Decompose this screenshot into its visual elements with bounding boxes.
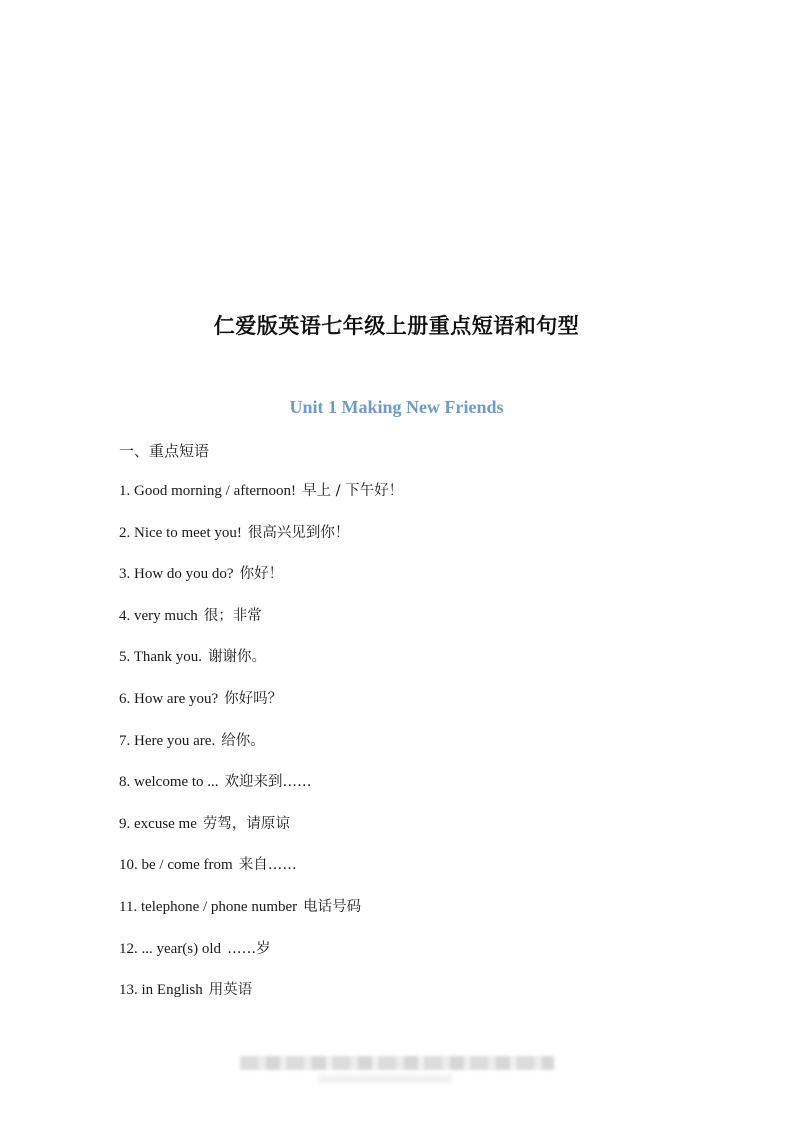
document-title: 仁爱版英语七年级上册重点短语和句型: [213, 314, 580, 338]
phrase-english: 6. How are you?: [119, 690, 219, 707]
phrase-chinese: 谢谢你。: [208, 649, 267, 666]
blurred-footer-watermark-line: [318, 1075, 452, 1083]
phrase-english: 8. welcome to ...: [119, 774, 219, 791]
phrase-chinese: 给你。: [221, 732, 265, 749]
phrase-item: [119, 647, 403, 689]
phrase-chinese: 电话号码: [303, 898, 362, 915]
phrase-chinese: 劳驾，请原谅: [202, 815, 290, 832]
phrase-item: [119, 897, 403, 939]
phrase-english: 9. excuse me: [119, 815, 197, 832]
phrase-item: [119, 772, 403, 814]
phrase-chinese: 用英语: [208, 982, 253, 999]
blurred-footer-watermark: [240, 1056, 554, 1070]
phrase-chinese: 欢迎来到……: [224, 774, 312, 791]
phrase-item: [119, 481, 403, 523]
phrase-item: [119, 939, 403, 981]
phrase-chinese: 你好吗？: [224, 690, 283, 707]
phrase-english: 13. in English: [119, 982, 203, 999]
phrase-english: 12. ... year(s) old: [119, 940, 222, 957]
section-heading: 一、重点短语: [119, 442, 210, 460]
phrase-item: [119, 564, 403, 606]
phrase-item: [119, 606, 403, 648]
phrase-chinese: 很高兴见到你！: [247, 524, 350, 541]
phrase-item: [119, 814, 403, 856]
phrase-chinese: 早上 / 下午好！: [302, 483, 404, 499]
phrase-chinese: 很；非常: [203, 607, 262, 624]
phrase-english: 10. be / come from: [119, 857, 233, 874]
phrase-english: 2. Nice to meet you!: [119, 524, 242, 541]
phrase-english: 4. very much: [119, 607, 198, 624]
phrase-english: 11. telephone / phone number: [119, 898, 298, 915]
phrase-item: [119, 731, 403, 773]
phrase-english: 5. Thank you.: [119, 649, 203, 666]
phrase-english: 1. Good morning / afternoon!: [119, 483, 297, 499]
unit-heading: Unit 1 Making New Friends: [289, 397, 504, 417]
phrase-chinese: 来自……: [238, 857, 297, 874]
phrase-item: [119, 523, 403, 565]
phrase-english: 3. How do you do?: [119, 566, 234, 583]
phrase-chinese: ……岁: [227, 940, 271, 957]
phrase-chinese: 你好！: [239, 566, 284, 583]
phrase-english: 7. Here you are.: [119, 732, 216, 749]
phrase-item: [119, 855, 403, 897]
phrase-item: [119, 689, 403, 731]
phrase-item: [119, 980, 403, 1022]
phrase-list: [119, 481, 403, 1022]
